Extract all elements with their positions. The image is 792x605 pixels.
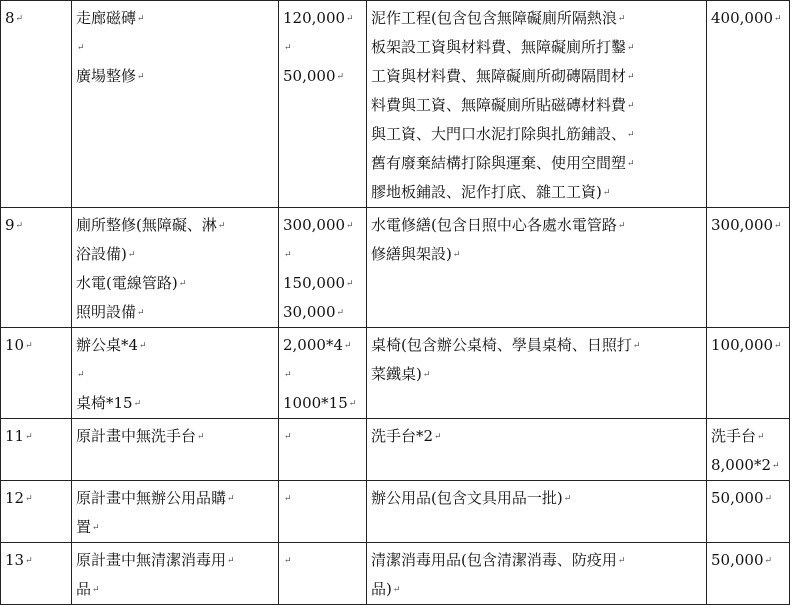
cell-text-line: 1000*15 ↵: [283, 389, 362, 418]
cell-text-line: 8,000*2 ↵: [711, 451, 785, 480]
revised-item-cell: [367, 543, 707, 605]
cell-text-line: 12 ↵: [5, 484, 67, 513]
cell-text-line: 水電(電線管路) ↵: [76, 269, 274, 298]
cell-text-line: [283, 33, 362, 62]
cell-text-line: 水電修繕(包含日照中心各處水電管路 ↵: [371, 211, 702, 240]
cell-text-line: 工資與材料費、無障礙廁所砌磚隔間材 ↵: [371, 62, 702, 91]
table-row: [1, 543, 790, 605]
cell-text-line: 廣場整修 ↵: [76, 62, 274, 91]
cell-text-line: 50,000 ↵: [711, 484, 785, 513]
cell-text-line: 10 ↵: [5, 331, 67, 360]
row-number-cell: [1, 481, 72, 543]
revised-item-cell: [367, 208, 707, 328]
original-amount-cell: [279, 328, 367, 419]
cell-text-line: 8 ↵: [5, 4, 67, 33]
cell-text-line: 桌椅*15 ↵: [76, 389, 274, 418]
original-item-cell: [72, 1, 279, 208]
table-row: [1, 208, 790, 328]
cell-text-line: 洗手台*2 ↵: [371, 422, 702, 451]
cell-text-line: 置 ↵: [76, 513, 274, 542]
table-row: [1, 328, 790, 419]
cell-text-line: 原計畫中無清潔消毒用 ↵: [76, 546, 274, 575]
revised-amount-cell: [707, 208, 790, 328]
cell-text-line: 洗手台 ↵: [711, 422, 785, 451]
cell-text-line: 走廊磁磚 ↵: [76, 4, 274, 33]
row-number-cell: [1, 328, 72, 419]
row-number-cell: [1, 208, 72, 328]
cell-text-line: 膠地板鋪設、泥作打底、雜工工資) ↵: [371, 178, 702, 207]
cell-text-line: [283, 546, 362, 575]
cell-text-line: 原計畫中無辦公用品購 ↵: [76, 484, 274, 513]
original-item-cell: [72, 543, 279, 605]
original-amount-cell: [279, 481, 367, 543]
original-amount-cell: [279, 208, 367, 328]
cell-text-line: 100,000 ↵: [711, 331, 785, 360]
original-amount-cell: [279, 543, 367, 605]
cell-text-line: [76, 360, 274, 389]
revised-item-cell: [367, 481, 707, 543]
cell-text-line: 原計畫中無洗手台 ↵: [76, 422, 274, 451]
cell-text-line: 與工資、大門口水泥打除與扎筋鋪設、 ↵: [371, 120, 702, 149]
cell-text-line: 泥作工程(包含包含無障礙廁所隔熱浪 ↵: [371, 4, 702, 33]
row-number-cell: [1, 419, 72, 481]
cell-text-line: 修繕與架設) ↵: [371, 240, 702, 269]
revised-item-cell: [367, 328, 707, 419]
cell-text-line: 清潔消毒用品(包含清潔消毒、防疫用 ↵: [371, 546, 702, 575]
cell-text-line: 桌椅(包含辦公桌椅、學員桌椅、日照打 ↵: [371, 331, 702, 360]
cell-text-line: [283, 422, 362, 451]
original-amount-cell: [279, 1, 367, 208]
original-item-cell: [72, 208, 279, 328]
cell-text-line: [283, 360, 362, 389]
cell-text-line: 辦公桌*4 ↵: [76, 331, 274, 360]
revised-amount-cell: [707, 419, 790, 481]
cell-text-line: 辦公用品(包含文具用品一批) ↵: [371, 484, 702, 513]
original-item-cell: [72, 328, 279, 419]
original-item-cell: [72, 481, 279, 543]
cell-text-line: 浴設備) ↵: [76, 240, 274, 269]
cell-text-line: 舊有廢棄結構打除與運棄、使用空間塑 ↵: [371, 149, 702, 178]
cell-text-line: 9 ↵: [5, 211, 67, 240]
cell-text-line: 照明設備 ↵: [76, 298, 274, 327]
revised-amount-cell: [707, 543, 790, 605]
budget-table-body: [1, 1, 790, 605]
original-amount-cell: [279, 419, 367, 481]
original-item-cell: [72, 419, 279, 481]
revised-amount-cell: [707, 1, 790, 208]
cell-text-line: 廁所整修(無障礙、淋 ↵: [76, 211, 274, 240]
cell-text-line: 11 ↵: [5, 422, 67, 451]
table-row: [1, 1, 790, 208]
cell-text-line: 120,000 ↵: [283, 4, 362, 33]
row-number-cell: [1, 543, 72, 605]
cell-text-line: 13 ↵: [5, 546, 67, 575]
row-number-cell: [1, 1, 72, 208]
cell-text-line: 品 ↵: [76, 575, 274, 604]
revised-amount-cell: [707, 328, 790, 419]
cell-text-line: 300,000 ↵: [711, 211, 785, 240]
cell-text-line: 50,000 ↵: [283, 62, 362, 91]
cell-text-line: [283, 240, 362, 269]
cell-text-line: 板架設工資與材料費、無障礙廁所打鑿 ↵: [371, 33, 702, 62]
table-row: [1, 481, 790, 543]
cell-text-line: [76, 33, 274, 62]
cell-text-line: [283, 484, 362, 513]
cell-text-line: 品) ↵: [371, 575, 702, 604]
cell-text-line: 50,000 ↵: [711, 546, 785, 575]
cell-text-line: 30,000 ↵: [283, 298, 362, 327]
revised-amount-cell: [707, 481, 790, 543]
revised-item-cell: [367, 1, 707, 208]
cell-text-line: 2,000*4 ↵: [283, 331, 362, 360]
cell-text-line: 400,000 ↵: [711, 4, 785, 33]
cell-text-line: 料費與工資、無障礙廁所貼磁磚材料費 ↵: [371, 91, 702, 120]
cell-text-line: 300,000 ↵: [283, 211, 362, 240]
cell-text-line: 菜鐵桌) ↵: [371, 360, 702, 389]
table-row: [1, 419, 790, 481]
cell-text-line: 150,000 ↵: [283, 269, 362, 298]
revised-item-cell: [367, 419, 707, 481]
